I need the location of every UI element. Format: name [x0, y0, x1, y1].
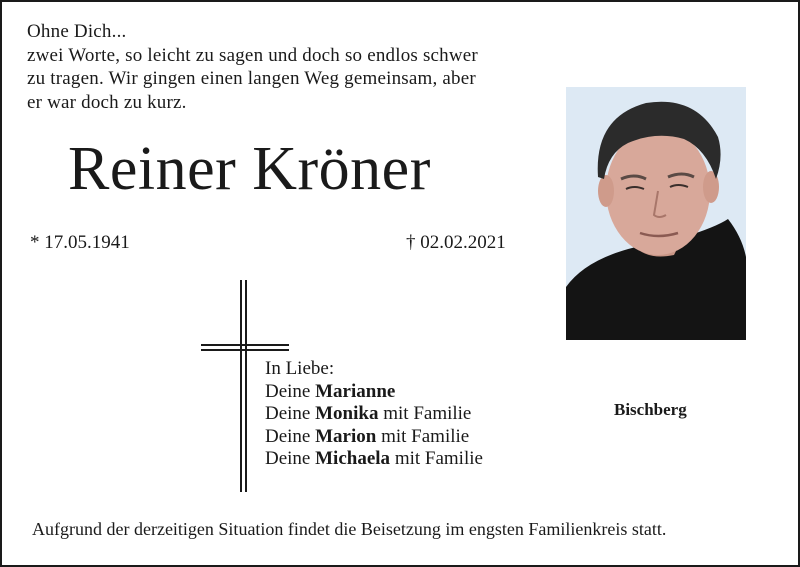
funeral-notice: Aufgrund der derzeitigen Situation findet die Beisetzung im engsten Familienkreis statt. [32, 519, 667, 539]
mourner-line: Deine Marion mit Familie [265, 425, 470, 447]
mourners-list [265, 358, 483, 471]
place-name: Bischberg [614, 400, 687, 419]
mourner-line: Deine Michaela mit Familie [265, 448, 483, 469]
poem-line: zwei Worte, so leicht zu sagen und doch so endlos schwer [27, 44, 478, 66]
poem-line: Ohne Dich... [27, 21, 127, 42]
poem [27, 20, 478, 114]
portrait-photo [566, 87, 746, 340]
poem-line: er war doch zu kurz. [27, 91, 187, 113]
mourners-intro: In Liebe: [265, 358, 335, 379]
mourner-name: Michaela [315, 448, 391, 469]
poem-line: zu tragen. Wir gingen einen langen Weg gemeinsam, aber [27, 68, 476, 89]
mourner-line: Deine Marianne [265, 380, 396, 402]
portrait-illustration [566, 87, 746, 340]
birth-date: * 17.05.1941 [30, 232, 130, 253]
mourner-name: Monika [315, 403, 379, 424]
mourner-name: Marion [315, 425, 377, 447]
mourner-line: Deine Monika mit Familie [265, 403, 472, 424]
deceased-name: Reiner Kröner [68, 135, 431, 203]
mourner-name: Marianne [315, 380, 396, 402]
death-date: † 02.02.2021 [406, 232, 506, 253]
portrait-ear-left [598, 175, 614, 207]
